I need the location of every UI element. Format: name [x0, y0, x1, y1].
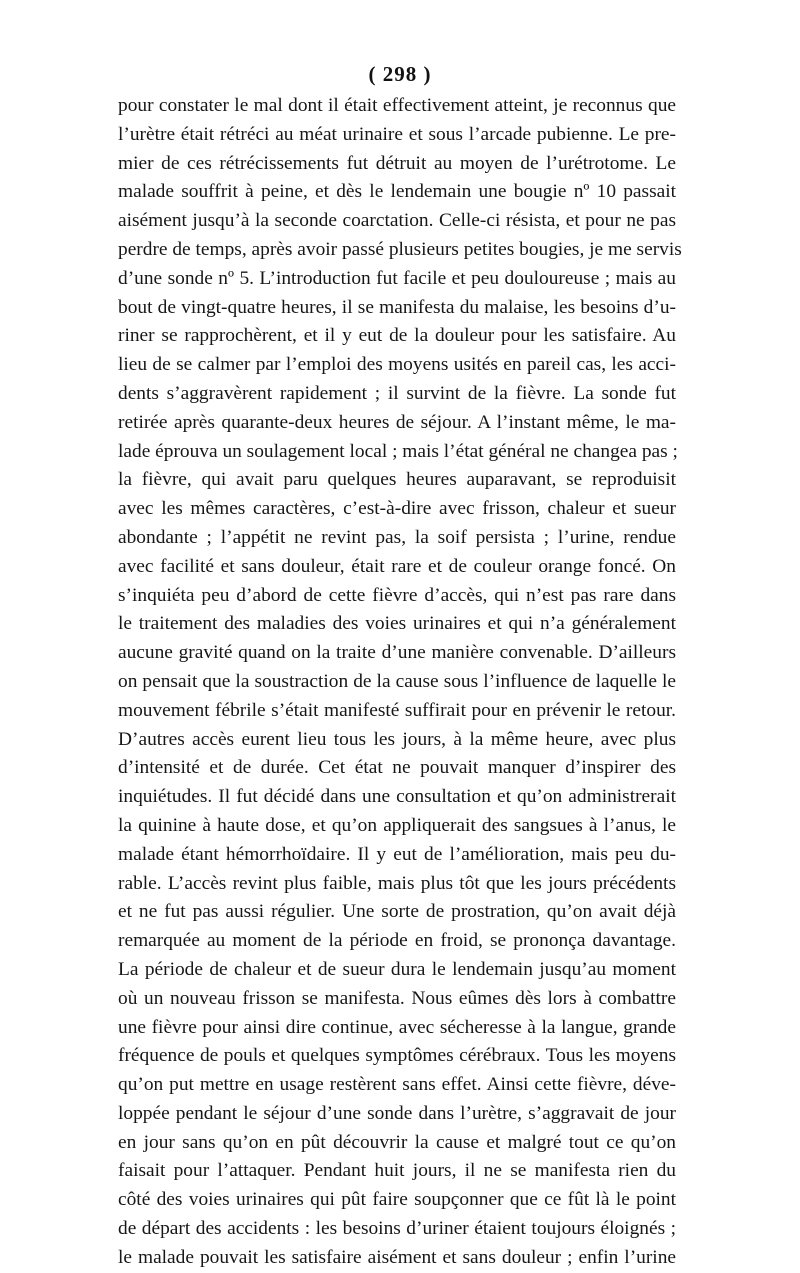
text-line: d’intensité et de durée. Cet état ne pouvait manquer d’inspirer des [118, 757, 676, 779]
text-line: malade étant hémorrhoïdaire. Il y eut de l’amélioration, mais peu du- [118, 843, 676, 865]
text-line: et ne fut pas aussi régulier. Une sorte de prostration, qu’on avait déjà [118, 901, 676, 923]
text-line: riner se rapprochèrent, et il y eut de la douleur pour les satisfaire. Au [118, 325, 676, 347]
text-line: mouvement fébrile s’était manifesté suffirait pour en prévenir le retour. [118, 699, 676, 721]
text-line: mier de ces rétrécissements fut détruit au moyen de l’urétrotome. Le [118, 152, 676, 174]
text-line: la fièvre, qui avait paru quelques heures auparavant, se reproduisit [118, 469, 676, 491]
text-line: malade souffrit à peine, et dès le lendemain une bougie nº 10 passait [118, 181, 676, 203]
text-line: aucune gravité quand on la traite d’une manière convenable. D’ailleurs [118, 642, 676, 664]
text-line: bout de vingt-quatre heures, il se manifesta du malaise, les besoins d’u- [118, 296, 676, 318]
text-line: on pensait que la soustraction de la cause sous l’influence de laquelle le [118, 670, 676, 692]
text-line: aisément jusqu’à la seconde coarctation. Celle-ci résista, et pour ne pas [118, 210, 676, 232]
text-line: avec facilité et sans douleur, était rare et de couleur orange foncé. On [118, 555, 676, 577]
text-line: le traitement des maladies des voies urinaires et qui n’a généralement [118, 613, 676, 635]
text-line: où un nouveau frisson se manifesta. Nous eûmes dès lors à combattre [118, 987, 676, 1009]
text-line: une fièvre pour ainsi dire continue, avec sécheresse à la langue, grande [118, 1016, 676, 1038]
text-line: s’inquiéta peu d’abord de cette fièvre d’accès, qui n’est pas rare dans [118, 584, 676, 606]
text-line: loppée pendant le séjour d’une sonde dans l’urètre, s’aggravait de jour [118, 1102, 676, 1124]
text-line: d’une sonde nº 5. L’introduction fut facile et peu douloureuse ; mais au [118, 267, 676, 289]
text-line: dents s’aggravèrent rapidement ; il survint de la fièvre. La sonde fut [118, 382, 676, 404]
text-line: le malade pouvait les satisfaire aisément et sans douleur ; enfin l’urine [118, 1246, 676, 1268]
text-line: La période de chaleur et de sueur dura le lendemain jusqu’au moment [118, 958, 676, 980]
text-line: abondante ; l’appétit ne revint pas, la soif persista ; l’urine, rendue [118, 526, 676, 548]
text-line: pour constater le mal dont il était effectivement atteint, je reconnus que [118, 95, 676, 116]
text-line: perdre de temps, après avoir passé plusieurs petites bougies, je me servis [118, 238, 682, 260]
text-line: lade éprouva un soulagement local ; mais l’état général ne changea pas ; [118, 440, 678, 462]
text-line: l’urètre était rétréci au méat urinaire et sous l’arcade pubienne. Le pre- [118, 123, 676, 145]
text-line: D’autres accès eurent lieu tous les jours, à la même heure, avec plus [118, 728, 676, 750]
page-number: ( 298 ) [368, 62, 432, 86]
text-line: remarquée au moment de la période en froid, se prononça davantage. [118, 930, 676, 952]
text-line: avec les mêmes caractères, c’est-à-dire avec frisson, chaleur et sueur [118, 498, 676, 520]
text-line: retirée après quarante-deux heures de séjour. A l’instant même, le ma- [118, 411, 676, 433]
body-text [118, 92, 682, 1273]
text-line: rable. L’accès revint plus faible, mais plus tôt que les jours précédents [118, 872, 676, 894]
text-line: en jour sans qu’on en pût découvrir la cause et malgré tout ce qu’on [118, 1131, 676, 1153]
text-line: lieu de se calmer par l’emploi des moyens usités en pareil cas, les acci- [118, 354, 676, 376]
text-line: qu’on put mettre en usage restèrent sans effet. Ainsi cette fièvre, déve- [118, 1074, 676, 1096]
text-line: inquiétudes. Il fut décidé dans une consultation et qu’on administrerait [118, 786, 676, 808]
text-line: de départ des accidents : les besoins d’uriner étaient toujours éloignés ; [118, 1218, 676, 1240]
text-line: faisait pour l’attaquer. Pendant huit jours, il ne se manifesta rien du [118, 1160, 676, 1182]
text-line: fréquence de pouls et quelques symptômes cérébraux. Tous les moyens [118, 1045, 676, 1067]
text-line: la quinine à haute dose, et qu’on appliquerait des sangsues à l’anus, le [118, 814, 676, 836]
text-line: côté des voies urinaires qui pût faire soupçonner que ce fût là le point [118, 1189, 676, 1211]
